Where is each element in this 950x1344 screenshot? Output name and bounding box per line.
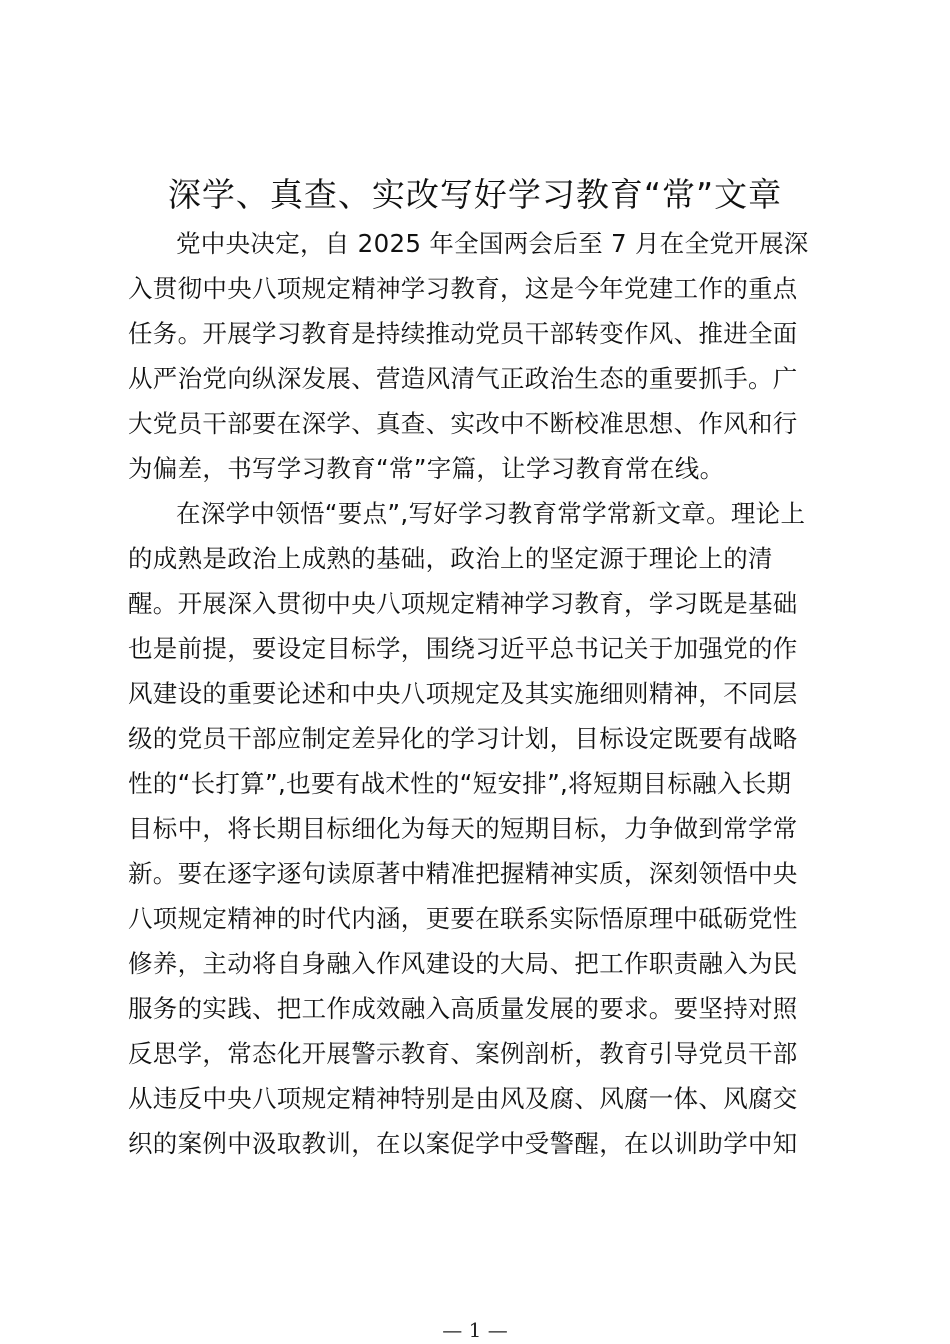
paragraph-2-line-11: 修养，主动将自身融入作风建设的大局、把工作职责融入为民 [128, 949, 798, 978]
paragraph-2-line-2: 的成熟是政治上成熟的基础，政治上的坚定源于理论上的清 [128, 544, 773, 573]
paragraph-1-line-2: 入贯彻中央八项规定精神学习教育，这是今年党建工作的重点 [128, 274, 798, 303]
paragraph-2-line-15: 织的案例中汲取教训，在以案促学中受警醒，在以训助学中知 [128, 1129, 798, 1158]
paragraph-2-line-8: 目标中，将长期目标细化为每天的短期目标，力争做到常学常 [128, 814, 798, 843]
paragraph-1-line-5: 大党员干部要在深学、真查、实改中不断校准思想、作风和行 [128, 409, 798, 438]
document-title: 深学、真查、实改写好学习教育“常”文章 [167, 175, 783, 214]
paragraph-1-line-3: 任务。开展学习教育是持续推动党员干部转变作风、推进全面 [128, 319, 798, 348]
paragraph-2-line-3: 醒。开展深入贯彻中央八项规定精神学习教育，学习既是基础 [128, 589, 798, 618]
paragraph-1-line-4: 从严治党向纵深发展、营造风清气正政治生态的重要抓手。广 [128, 364, 798, 393]
paragraph-2-line-5: 风建设的重要论述和中央八项规定及其实施细则精神，不同层 [128, 679, 798, 708]
paragraph-2-line-10: 八项规定精神的时代内涵，更要在联系实际悟原理中砥砺党性 [128, 904, 798, 933]
paragraph-1-line-6: 为偏差，书写学习教育“常”字篇，让学习教育常在线。 [128, 454, 725, 483]
paragraph-2-line-14: 从违反中央八项规定精神特别是由风及腐、风腐一体、风腐交 [128, 1084, 798, 1113]
paragraph-2-line-12: 服务的实践、把工作成效融入高质量发展的要求。要坚持对照 [128, 994, 798, 1023]
paragraph-2-line-6: 级的党员干部应制定差异化的学习计划，目标设定既要有战略 [128, 724, 798, 753]
paragraph-1-line-1: 党中央决定，自 2025 年全国两会后至 7 月在全党开展深 [176, 229, 809, 258]
paragraph-2-line-13: 反思学，常态化开展警示教育、案例剖析，教育引导党员干部 [128, 1039, 798, 1068]
page-number: — 1 — [442, 1318, 508, 1342]
paragraph-2-line-7: 性的“长打算”,也要有战术性的“短安排”,将短期目标融入长期 [128, 769, 792, 798]
paragraph-2-line-4: 也是前提，要设定目标学，围绕习近平总书记关于加强党的作 [128, 634, 798, 663]
paragraph-2-line-9: 新。要在逐字逐句读原著中精准把握精神实质，深刻领悟中央 [128, 859, 798, 888]
paragraph-2-line-1: 在深学中领悟“要点”,写好学习教育常学常新文章。理论上 [176, 499, 806, 528]
